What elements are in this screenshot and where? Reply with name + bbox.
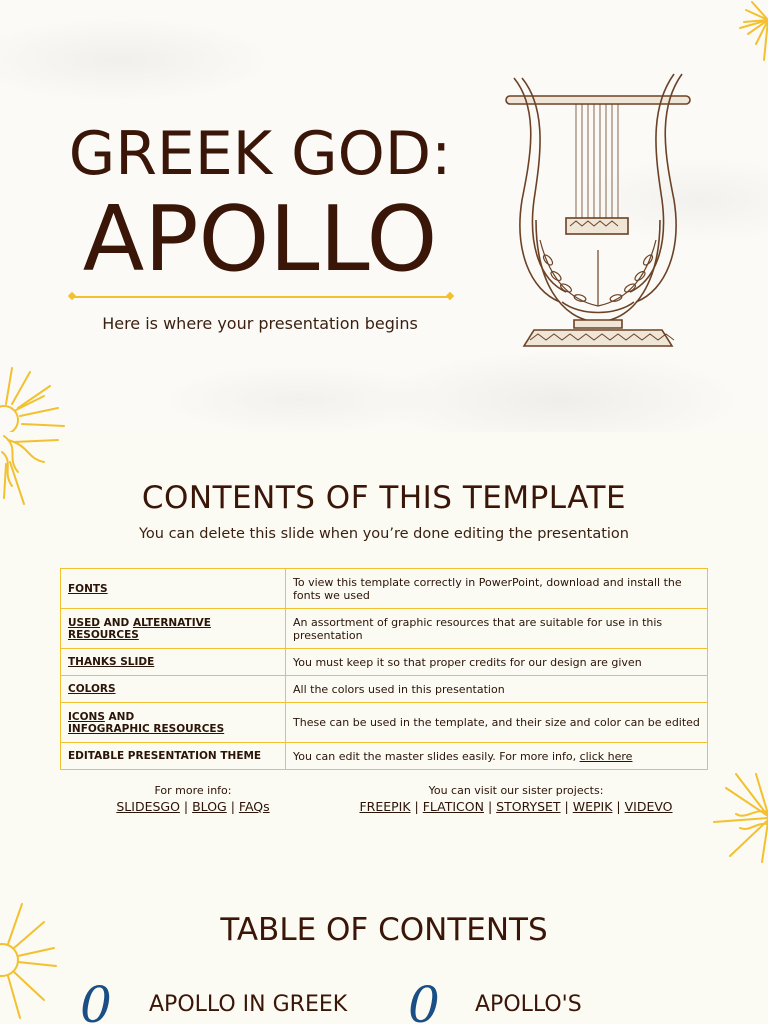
storyset-link[interactable]: STORYSET: [496, 799, 561, 814]
toc-number-2: 0: [408, 976, 440, 1024]
flaticon-link[interactable]: FLATICON: [422, 799, 484, 814]
resources-link[interactable]: RESOURCES: [68, 628, 139, 641]
freepik-link[interactable]: FREEPIK: [359, 799, 411, 814]
contents-subtitle: You can delete this slide when you’re done editing the presentation: [138, 526, 629, 542]
more-info-links: SLIDESGO | BLOG | FAQs: [116, 799, 270, 814]
row-desc: These can be used in the template, and their size and color can be edited: [286, 703, 708, 743]
sister-projects-links: FREEPIK | FLATICON | STORYSET | WEPIK | VIDEVO: [359, 799, 673, 814]
videvo-link[interactable]: VIDEVO: [624, 799, 673, 814]
row-key: [61, 676, 286, 703]
row-key: [61, 609, 286, 649]
icons-link[interactable]: ICONS: [68, 710, 105, 723]
fonts-link[interactable]: FONTS: [68, 582, 108, 595]
table-row: [61, 649, 708, 676]
title-slide: [0, 0, 768, 432]
blog-link[interactable]: BLOG: [192, 799, 227, 814]
title-subtitle: Here is where your presentation begins: [102, 314, 418, 333]
row-key: [61, 569, 286, 609]
table-row: [61, 609, 708, 649]
row-key-and: AND: [99, 616, 133, 629]
sun-rays-bottom-left: [0, 900, 60, 1024]
table-row: [61, 676, 708, 703]
table-row: [61, 703, 708, 743]
toc-label-2: APOLLO'S: [475, 992, 582, 1017]
alternative-resources-link[interactable]: ALTERNATIVE: [132, 616, 211, 629]
more-info-label: For more info:: [154, 784, 232, 797]
resources-table: [60, 568, 708, 770]
row-key: [61, 703, 286, 743]
row-desc: You must keep it so that proper credits for our design are given: [286, 649, 708, 676]
row-key: EDITABLE PRESENTATION THEME: [61, 743, 286, 770]
sun-rays-right: [706, 768, 768, 864]
sister-projects-block: [336, 784, 696, 814]
lyre-illustration: [500, 70, 696, 352]
row-desc: All the colors used in this presentation: [286, 676, 708, 703]
toc-label-1: APOLLO IN GREEK: [149, 992, 348, 1017]
title-divider: [72, 296, 450, 298]
title-line-2: APOLLO: [82, 187, 438, 292]
used-resources-link[interactable]: USED: [68, 616, 100, 629]
faqs-link[interactable]: FAQs: [238, 799, 270, 814]
row-key: [61, 649, 286, 676]
sun-rays-top-right: [694, 0, 768, 74]
row-desc: [286, 743, 708, 770]
slidesgo-link[interactable]: SLIDESGO: [116, 799, 180, 814]
table-row: [61, 743, 708, 770]
row-desc: An assortment of graphic resources that are suitable for use in this presentation: [286, 609, 708, 649]
more-info-block: [88, 784, 298, 814]
sister-projects-label: You can visit our sister projects:: [428, 784, 604, 797]
thanks-slide-link[interactable]: THANKS SLIDE: [68, 656, 155, 668]
row-desc-text: You can edit the master slides easily. For more info,: [293, 749, 580, 763]
infographic-resources-link[interactable]: INFOGRAPHIC RESOURCES: [68, 722, 225, 735]
wepik-link[interactable]: WEPIK: [572, 799, 613, 814]
toc-slide: [0, 864, 768, 1024]
toc-number-1: 0: [80, 976, 112, 1024]
sun-rays-left-lower: [0, 432, 74, 512]
colors-link[interactable]: COLORS: [68, 683, 116, 695]
row-desc: To view this template correctly in PowerPoint, download and install the fonts we used: [286, 569, 708, 609]
contents-title: CONTENTS OF THIS TEMPLATE: [141, 480, 627, 516]
sun-rays-left: [0, 366, 74, 432]
table-row: [61, 569, 708, 609]
contents-slide: [0, 432, 768, 864]
click-here-link[interactable]: click here: [579, 749, 633, 763]
toc-title: TABLE OF CONTENTS: [220, 912, 548, 948]
row-key-and: AND: [104, 710, 135, 723]
title-line-1: GREEK GOD:: [68, 119, 452, 189]
